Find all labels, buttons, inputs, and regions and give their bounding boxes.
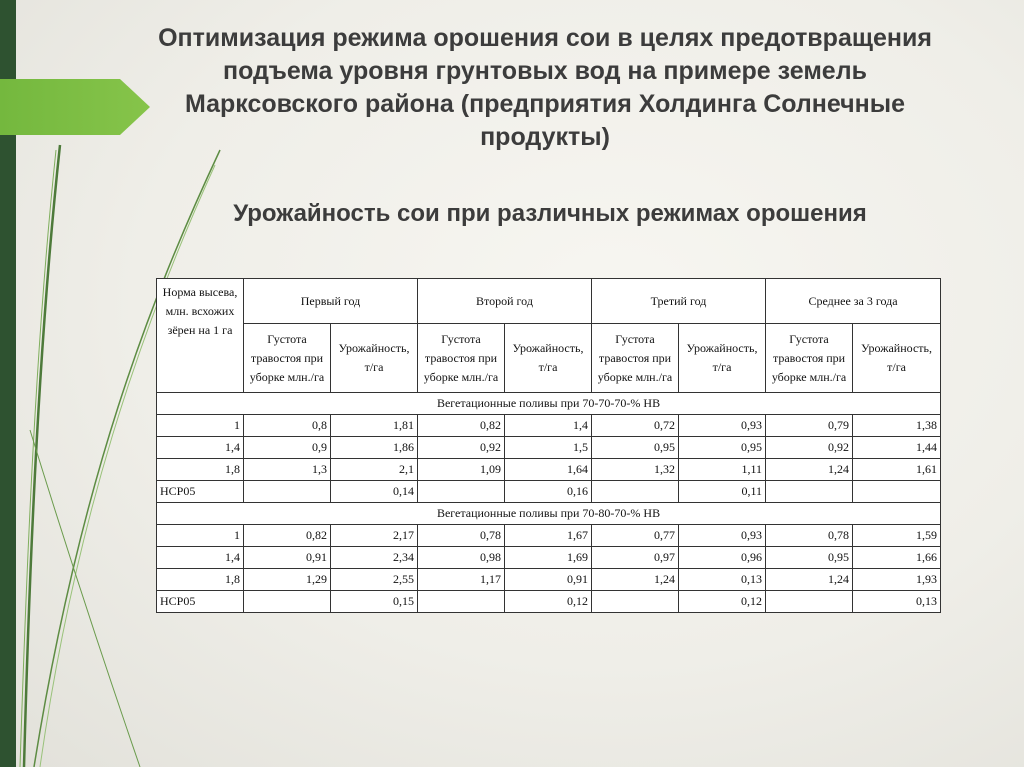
density-y3-cell: 0,77 bbox=[592, 525, 679, 547]
yield-y3-cell: 0,95 bbox=[679, 437, 766, 459]
density-y1-cell: 0,82 bbox=[244, 525, 331, 547]
density-y2-cell: 0,98 bbox=[418, 547, 505, 569]
empty-cell bbox=[244, 481, 331, 503]
density-y1-cell: 0,91 bbox=[244, 547, 331, 569]
yield-y2-cell: 1,69 bbox=[505, 547, 592, 569]
section-row bbox=[157, 503, 941, 525]
rate-cell: 1 bbox=[157, 525, 244, 547]
subheader-density-text: Густота травостоя при уборке млн./га bbox=[249, 331, 325, 384]
table-row bbox=[157, 525, 941, 547]
yield-y1-cell: 2,55 bbox=[331, 569, 418, 591]
empty-cell bbox=[592, 481, 679, 503]
yield-y3-cell: 0,93 bbox=[679, 525, 766, 547]
hcp-y2-cell: 0,12 bbox=[505, 591, 592, 613]
rate-cell: 1,8 bbox=[157, 569, 244, 591]
table-row bbox=[157, 437, 941, 459]
yield-avg-cell: 1,38 bbox=[853, 415, 941, 437]
slide-title: Оптимизация режима орошения сои в целях предотвращения подъема уровня грунтовых вод на примере земель Марксовского района (предприятия Холдинга Солнечные продукты) bbox=[158, 24, 932, 151]
hcp-avg-cell bbox=[853, 481, 941, 503]
section-row bbox=[157, 393, 941, 415]
empty-cell bbox=[244, 591, 331, 613]
row-header-cell bbox=[157, 279, 244, 393]
subheader-yield bbox=[505, 324, 592, 393]
yield-y2-cell: 1,64 bbox=[505, 459, 592, 481]
density-avg-cell: 1,24 bbox=[766, 569, 853, 591]
yield-avg-cell: 1,59 bbox=[853, 525, 941, 547]
subheader-row bbox=[157, 324, 941, 393]
subheader-yield bbox=[331, 324, 418, 393]
empty-cell bbox=[592, 591, 679, 613]
header-row bbox=[157, 279, 941, 324]
density-avg-cell: 0,95 bbox=[766, 547, 853, 569]
yield-avg-cell: 1,66 bbox=[853, 547, 941, 569]
subheader-yield-text: Урожайность, т/га bbox=[338, 341, 410, 374]
empty-cell bbox=[766, 481, 853, 503]
table-row bbox=[157, 415, 941, 437]
period-header-1: Первый год bbox=[244, 279, 418, 324]
empty-cell bbox=[418, 591, 505, 613]
subheader-density bbox=[418, 324, 505, 393]
rate-cell: 1,4 bbox=[157, 437, 244, 459]
yield-y1-cell: 2,1 bbox=[331, 459, 418, 481]
yield-y3-cell: 0,93 bbox=[679, 415, 766, 437]
subheader-yield-text: Урожайность, т/га bbox=[861, 341, 932, 374]
table-row bbox=[157, 547, 941, 569]
hcp-y1-cell: 0,15 bbox=[331, 591, 418, 613]
row-header-text: Норма высева, млн. всхожих зёрен на 1 га bbox=[162, 285, 238, 337]
density-y3-cell: 1,32 bbox=[592, 459, 679, 481]
density-y3-cell: 0,72 bbox=[592, 415, 679, 437]
yield-avg-cell: 1,44 bbox=[853, 437, 941, 459]
hcp-y1-cell: 0,14 bbox=[331, 481, 418, 503]
yield-y3-cell: 0,96 bbox=[679, 547, 766, 569]
density-y1-cell: 0,8 bbox=[244, 415, 331, 437]
yield-y2-cell: 1,4 bbox=[505, 415, 592, 437]
empty-cell bbox=[766, 591, 853, 613]
density-avg-cell: 0,92 bbox=[766, 437, 853, 459]
hcp-y2-cell: 0,16 bbox=[505, 481, 592, 503]
slide-subtitle: Урожайность сои при различных режимах орошения bbox=[233, 200, 867, 227]
subheader-density bbox=[592, 324, 679, 393]
section-label: Вегетационные поливы при 70-70-70-% НВ bbox=[157, 393, 941, 415]
empty-cell bbox=[418, 481, 505, 503]
subheader-density-text: Густота травостоя при уборке млн./га bbox=[771, 331, 847, 384]
yield-y3-cell: 0,13 bbox=[679, 569, 766, 591]
subheader-yield-text: Урожайность, т/га bbox=[512, 341, 584, 374]
density-y3-cell: 0,97 bbox=[592, 547, 679, 569]
density-y2-cell: 0,92 bbox=[418, 437, 505, 459]
table-row bbox=[157, 459, 941, 481]
hcp-y3-cell: 0,11 bbox=[679, 481, 766, 503]
yield-y1-cell: 2,17 bbox=[331, 525, 418, 547]
density-y2-cell: 0,78 bbox=[418, 525, 505, 547]
hcp-row bbox=[157, 481, 941, 503]
density-y2-cell: 0,82 bbox=[418, 415, 505, 437]
hcp-y3-cell: 0,12 bbox=[679, 591, 766, 613]
table-row bbox=[157, 569, 941, 591]
hcp-avg-cell: 0,13 bbox=[853, 591, 941, 613]
rate-cell: 1,4 bbox=[157, 547, 244, 569]
density-avg-cell: 0,79 bbox=[766, 415, 853, 437]
subheader-yield bbox=[679, 324, 766, 393]
yield-table bbox=[156, 278, 941, 613]
section-label: Вегетационные поливы при 70-80-70-% НВ bbox=[157, 503, 941, 525]
period-header-3: Третий год bbox=[592, 279, 766, 324]
hcp-label: НСР05 bbox=[157, 481, 244, 503]
yield-y1-cell: 1,81 bbox=[331, 415, 418, 437]
density-y2-cell: 1,17 bbox=[418, 569, 505, 591]
yield-avg-cell: 1,61 bbox=[853, 459, 941, 481]
subheader-yield bbox=[853, 324, 941, 393]
density-y1-cell: 1,29 bbox=[244, 569, 331, 591]
period-header-avg: Среднее за 3 года bbox=[766, 279, 941, 324]
rate-cell: 1,8 bbox=[157, 459, 244, 481]
yield-y2-cell: 1,67 bbox=[505, 525, 592, 547]
hcp-label: НСР05 bbox=[157, 591, 244, 613]
density-y2-cell: 1,09 bbox=[418, 459, 505, 481]
subheader-density bbox=[244, 324, 331, 393]
rate-cell: 1 bbox=[157, 415, 244, 437]
yield-avg-cell: 1,93 bbox=[853, 569, 941, 591]
subheader-density-text: Густота травостоя при уборке млн./га bbox=[423, 331, 499, 384]
density-y3-cell: 0,95 bbox=[592, 437, 679, 459]
density-avg-cell: 1,24 bbox=[766, 459, 853, 481]
yield-y1-cell: 1,86 bbox=[331, 437, 418, 459]
density-y1-cell: 1,3 bbox=[244, 459, 331, 481]
subheader-yield-text: Урожайность, т/га bbox=[686, 341, 758, 374]
period-header-2: Второй год bbox=[418, 279, 592, 324]
hcp-row bbox=[157, 591, 941, 613]
yield-y2-cell: 0,91 bbox=[505, 569, 592, 591]
yield-y2-cell: 1,5 bbox=[505, 437, 592, 459]
subheader-density-text: Густота травостоя при уборке млн./га bbox=[597, 331, 673, 384]
yield-y3-cell: 1,11 bbox=[679, 459, 766, 481]
density-avg-cell: 0,78 bbox=[766, 525, 853, 547]
subheader-density bbox=[766, 324, 853, 393]
yield-y1-cell: 2,34 bbox=[331, 547, 418, 569]
density-y1-cell: 0,9 bbox=[244, 437, 331, 459]
density-y3-cell: 1,24 bbox=[592, 569, 679, 591]
